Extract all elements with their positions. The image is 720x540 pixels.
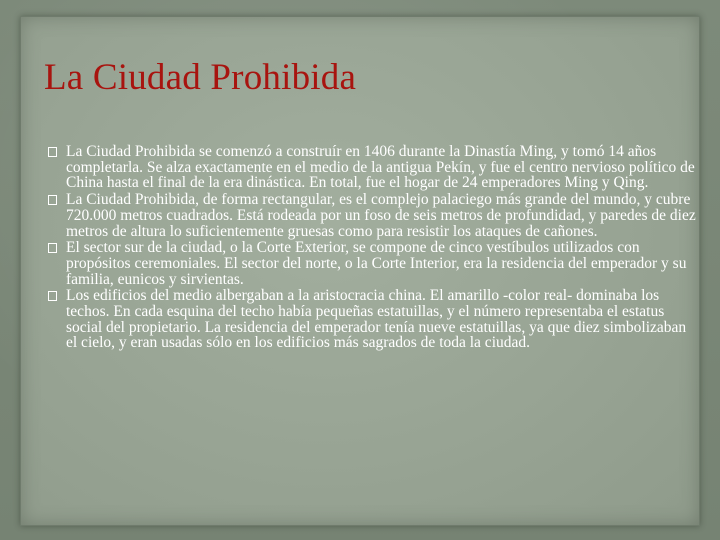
bullet-text: La Ciudad Prohibida se comenzó a construír en 1406 durante la Dinastía Ming, y tomó 14 años completarla. Se alza exactamente en el medio de la antigua Pekín, y fue el centro nervioso político de China hasta el final de la era dinástica. En total, fue el hogar de 24 emperadores Ming y Qing. <box>66 143 695 192</box>
bullet-item <box>48 240 696 287</box>
bullet-list <box>48 144 696 352</box>
slide-title: La Ciudad Prohibida <box>44 57 357 98</box>
bullet-text: Los edificios del medio albergaban a la aristocracia china. El amarillo -color real- dominaba los techos. En cada esquina del techo había pequeñas estatuillas, y el número representaba el estatus social del propietario. La residencia del emperador tenía nueve estatuillas, ya que diez simbolizaban el cielo, y eran usadas sólo en los edificios más sagrados de toda la ciudad. <box>66 287 687 352</box>
box-bullet-icon <box>48 147 57 157</box>
bullet-text: El sector sur de la ciudad, o la Corte Exterior, se compone de cinco vestíbulos utilizados con propósitos ceremoniales. El sector del norte, o la Corte Interior, era la residencia del emperador y su familia, eunicos y sirvientas. <box>66 239 687 288</box>
bullet-item <box>48 144 696 191</box>
bullet-text: La Ciudad Prohibida, de forma rectangular, es el complejo palaciego más grande del mundo, y cubre 720.000 metros cuadrados. Está rodeada por un foso de seis metros de profundidad, y paredes de diez metros de altura lo suficientemente gruesas como para resistir los ataques de cañones. <box>66 191 696 240</box>
bullet-item <box>48 192 696 239</box>
bullet-item <box>48 288 696 351</box>
box-bullet-icon <box>48 195 57 205</box>
box-bullet-icon <box>48 291 57 301</box>
box-bullet-icon <box>48 243 57 253</box>
